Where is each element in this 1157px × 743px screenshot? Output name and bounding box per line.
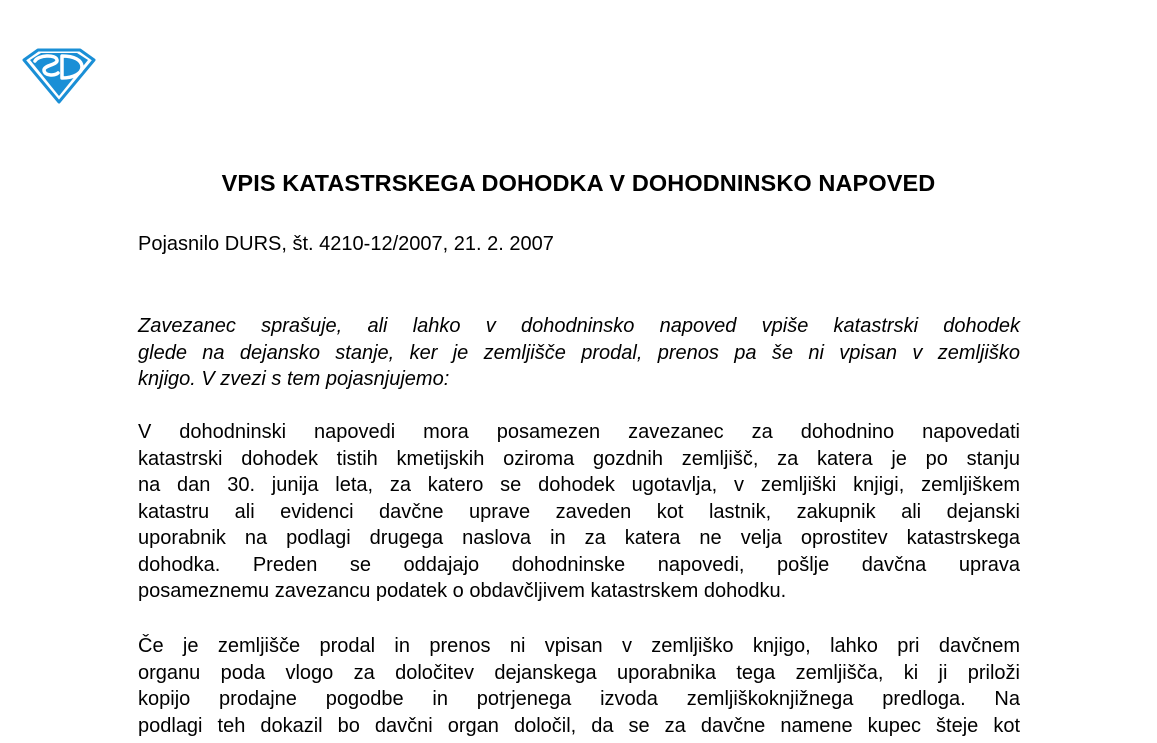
paragraph-line: posameznemu zavezancu podatek o obdavčljivem katastrskem dohodku. bbox=[138, 580, 787, 602]
paragraph-line: Če je zemljišče prodal in prenos ni vpisan v zemljiško knjigo, lahko pri davčnem bbox=[138, 635, 1020, 657]
document-subtitle: Pojasnilo DURS, št. 4210-12/2007, 21. 2. 2007 bbox=[138, 233, 554, 255]
paragraph-line: katastru ali evidenci davčne uprave zaveden kot lastnik, zakupnik ali dejanski bbox=[138, 500, 1020, 523]
explanation-paragraph bbox=[138, 419, 1020, 605]
paragraph-line: organu poda vlogo za določitev dejanskega uporabnika tega zemljišča, ki ji priloži bbox=[138, 661, 1020, 684]
paragraph-line: knjigo. V zvezi s tem pojasnjujemo: bbox=[138, 368, 450, 390]
procedure-paragraph bbox=[138, 633, 1020, 739]
paragraph-line: Zavezanec sprašuje, ali lahko v dohodninsko napoved vpiše katastrski dohodek bbox=[138, 315, 1020, 337]
document-title: VPIS KATASTRSKEGA DOHODKA V DOHODNINSKO NAPOVED bbox=[221, 170, 936, 196]
paragraph-line: kopijo prodajne pogodbe in potrjenega izvoda zemljiškoknjižnega predloga. Na bbox=[138, 688, 1020, 710]
paragraph-line: katastrski dohodek tistih kmetijskih oziroma gozdnih zemljišč, za katera je po stanju bbox=[138, 447, 1020, 470]
paragraph-line: podlagi teh dokazil bo davčni organ določil, da se za davčne namene kupec šteje kot bbox=[138, 714, 1020, 737]
paragraph-line: uporabnik na podlagi drugega naslova in za katera ne velja oprostitev katastrskega bbox=[138, 527, 1020, 549]
question-paragraph bbox=[138, 313, 1020, 393]
paragraph-line: dohodka. Preden se oddajajo dohodninske napovedi, pošlje davčna uprava bbox=[138, 553, 1020, 576]
sd-shield-logo-icon bbox=[22, 46, 96, 104]
paragraph-line: glede na dejansko stanje, ker je zemljišče prodal, prenos pa še ni vpisan v zemljiško bbox=[138, 341, 1020, 364]
paragraph-line: V dohodninski napovedi mora posamezen zavezanec za dohodnino napovedati bbox=[138, 421, 1020, 443]
paragraph-line: na dan 30. junija leta, za katero se dohodek ugotavlja, v zemljiški knjigi, zemljiškem bbox=[138, 474, 1020, 496]
